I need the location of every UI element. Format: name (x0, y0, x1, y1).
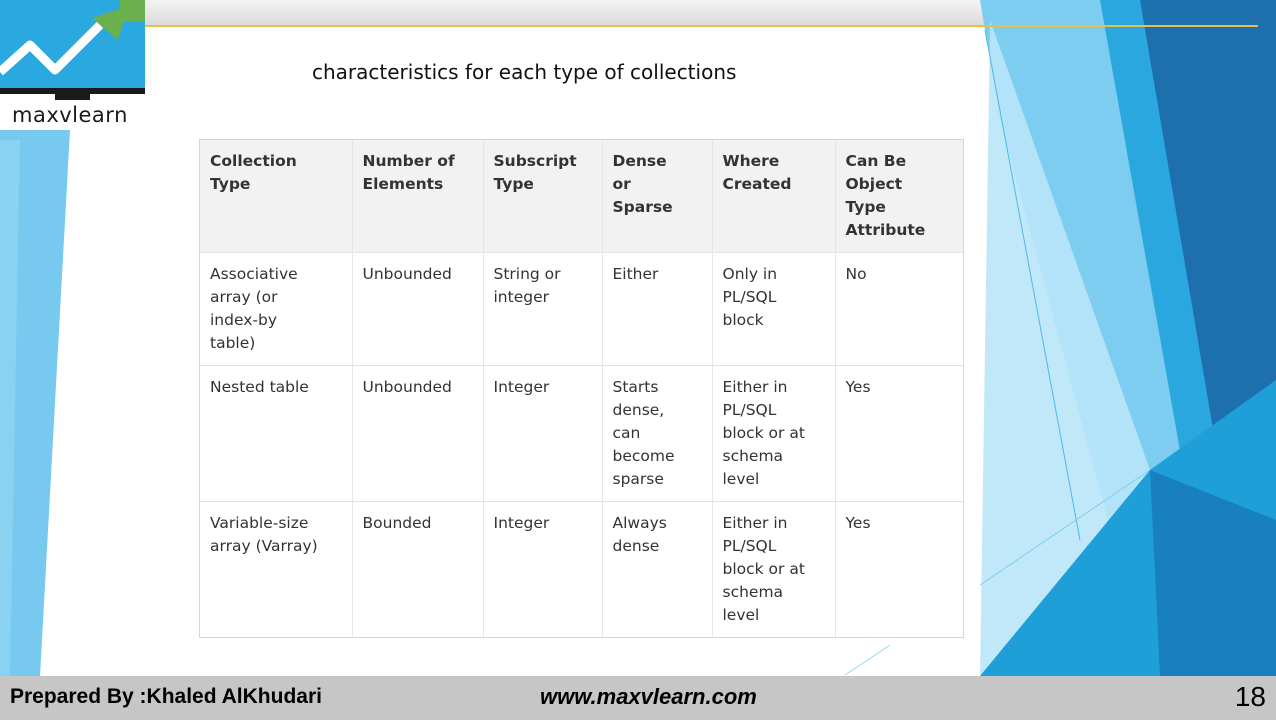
table-cell: Variable-size array (Varray) (200, 502, 352, 638)
table-cell: Either in PL/SQL block or at schema level (712, 366, 835, 502)
table-cell: Unbounded (352, 253, 483, 366)
table-cell: Yes (835, 502, 963, 638)
slide-title: characteristics for each type of collections (312, 60, 737, 84)
header-where-created: Where Created (712, 140, 835, 253)
table-cell: String or integer (483, 253, 602, 366)
table-cell: Always dense (602, 502, 712, 638)
table-cell: Unbounded (352, 366, 483, 502)
header-subscript-type: Subscript Type (483, 140, 602, 253)
table-cell: Only in PL/SQL block (712, 253, 835, 366)
table-row (200, 366, 963, 502)
page-number: 18 (1234, 681, 1266, 712)
table-cell: Associative array (or index-by table) (200, 253, 352, 366)
header-dense-or-sparse: Dense or Sparse (602, 140, 712, 253)
logo-wordmark: maxvlearn (12, 103, 128, 127)
table-cell: No (835, 253, 963, 366)
table-cell: Either in PL/SQL block or at schema level (712, 502, 835, 638)
header-number-of-elements: Number of Elements (352, 140, 483, 253)
top-accent-line (140, 25, 1258, 27)
header-collection-type: Collection Type (200, 140, 352, 253)
table-row (200, 253, 963, 366)
table-cell: Integer (483, 366, 602, 502)
table-cell: Either (602, 253, 712, 366)
table-cell: Bounded (352, 502, 483, 638)
table-row (200, 502, 963, 638)
footer-author: Prepared By :Khaled AlKhudari (10, 685, 322, 708)
collections-table (199, 139, 964, 638)
header-object-type-attribute: Can Be Object Type Attribute (835, 140, 963, 253)
table-cell: Integer (483, 502, 602, 638)
table-cell: Nested table (200, 366, 352, 502)
table-header-row (200, 140, 963, 253)
footer-bar (0, 676, 1276, 720)
table-cell: Yes (835, 366, 963, 502)
table-cell: Starts dense, can become sparse (602, 366, 712, 502)
footer-url[interactable]: www.maxvlearn.com (540, 684, 757, 709)
